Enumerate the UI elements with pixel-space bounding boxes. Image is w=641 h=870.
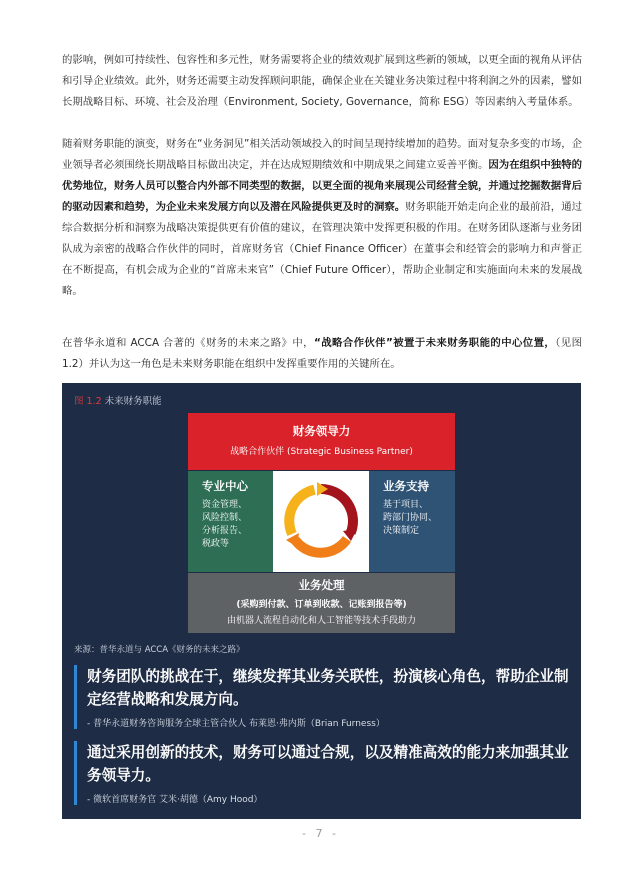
paragraph-text: 在普华永道和 ACCA 合著的《财务的未来之路》中，	[62, 337, 314, 349]
paragraph-business-insight	[62, 134, 582, 302]
paragraph-strategic-partner	[62, 333, 582, 375]
cycle-arrows-icon	[281, 481, 361, 561]
figure-label	[74, 393, 162, 407]
paragraph-text: 财务职能开始走向企业的最前沿，通过综合数据分析和洞察为战略决策提供更有价值的建议，在管理决策中发挥更积极的作用。在财务团队逐渐与业务团队成为亲密的战略合作伙伴的同时，首席财务官（Chief Finance Officer）在董事会和经管会的影响力和声誉正在不断提高，有机会成为企业的“首席未来官”（Chief Future Officer），帮助企业制定和实施面向未来的发展战略。	[62, 201, 582, 297]
quote-text: 财务团队的挑战在于，继续发挥其业务关联性，扮演核心角色，帮助企业制定经营战略和发展方向。	[87, 668, 569, 708]
center-of-expertise-list	[202, 499, 273, 551]
quote-text: 通过采用创新的技术，财务可以通过合规，以及精准高效的能力来加强其业务领导力。	[87, 744, 569, 784]
business-processing-note: 由机器人流程自动化和人工智能等技术手段助力	[226, 616, 416, 626]
cycle-graphic	[273, 471, 369, 572]
list-item: 税政等	[202, 539, 230, 549]
list-item: 资金管理、	[202, 500, 248, 510]
paragraph-bold-text: “战略合作伙伴”被置于未来财务职能的中心位置，	[313, 337, 556, 349]
business-processing-title: 业务处理	[298, 578, 345, 592]
finance-leadership-title: 财务领导力	[292, 424, 351, 438]
center-of-expertise-title: 专业中心	[202, 479, 248, 493]
paragraph-text: （见图 1.2）并认为这一角色是未来财务职能在组织中发挥重要作用的关键所在。	[62, 337, 582, 370]
figure-number: 图 1.2	[74, 396, 102, 407]
figure-panel	[62, 383, 581, 819]
quote-amy-hood	[74, 741, 574, 805]
paragraph-text: 随着财务职能的演变，财务在“业务洞见”相关活动领域投入的时间呈现持续增加的趋势。面对复杂多变的市场，企业领导者必须围绕长期战略目标做出决定，并在达成短期绩效和中期成果之间建立妥善平衡。	[62, 138, 582, 171]
finance-leadership-subtitle: 战略合作伙伴 (Strategic Business Partner)	[230, 447, 413, 457]
business-processing-box	[188, 573, 455, 633]
paragraph-bold-text: 因为在组织中独特的优势地位，财务人员可以整合内外部不同类型的数据，以更全面的视角来展现公司经营全貌，并通过挖掘数据背后的驱动因素和趋势，为企业未来发展方向以及潜在风险提供更及时的洞察。	[62, 159, 582, 213]
page-number: - 7 -	[302, 827, 339, 840]
business-support-list	[383, 499, 455, 538]
paragraph-esg: 的影响，例如可持续性、包容性和多元性，财务需要将企业的绩效观扩展到这些新的领域，以更全面的视角从评估和引导企业绩效。此外，财务还需要主动发挥顾问职能，确保企业在关键业务决策过程中将利润之外的因素，譬如长期战略目标、环境、社会及治理（Environment, Society, Governance，简称 ESG）等因素纳入考量体系。	[62, 54, 582, 108]
list-item: 分析报告、	[202, 526, 248, 536]
business-support-box	[369, 471, 455, 572]
list-item: 基于项目、	[383, 500, 429, 510]
figure-title: 未来财务职能	[104, 396, 162, 407]
business-support-title: 业务支持	[383, 479, 429, 493]
list-item: 决策制定	[383, 526, 420, 536]
quote-brian-furness	[74, 665, 574, 729]
quote-author: - 普华永道财务咨询服务全球主管合伙人 布莱恩·弗内斯（Brian Furness）	[87, 719, 385, 729]
list-item: 风险控制、	[202, 513, 248, 523]
business-processing-subtitle: (采购到付款、订单到收款、记账到报告等)	[236, 600, 407, 610]
center-of-expertise-box	[188, 471, 273, 572]
quote-author: - 微软首席财务官 艾米·胡德（Amy Hood）	[87, 795, 263, 805]
list-item: 跨部门协同、	[383, 513, 438, 523]
figure-source: 来源：普华永道与 ACCA《财务的未来之路》	[74, 645, 245, 655]
finance-leadership-box	[188, 413, 455, 470]
